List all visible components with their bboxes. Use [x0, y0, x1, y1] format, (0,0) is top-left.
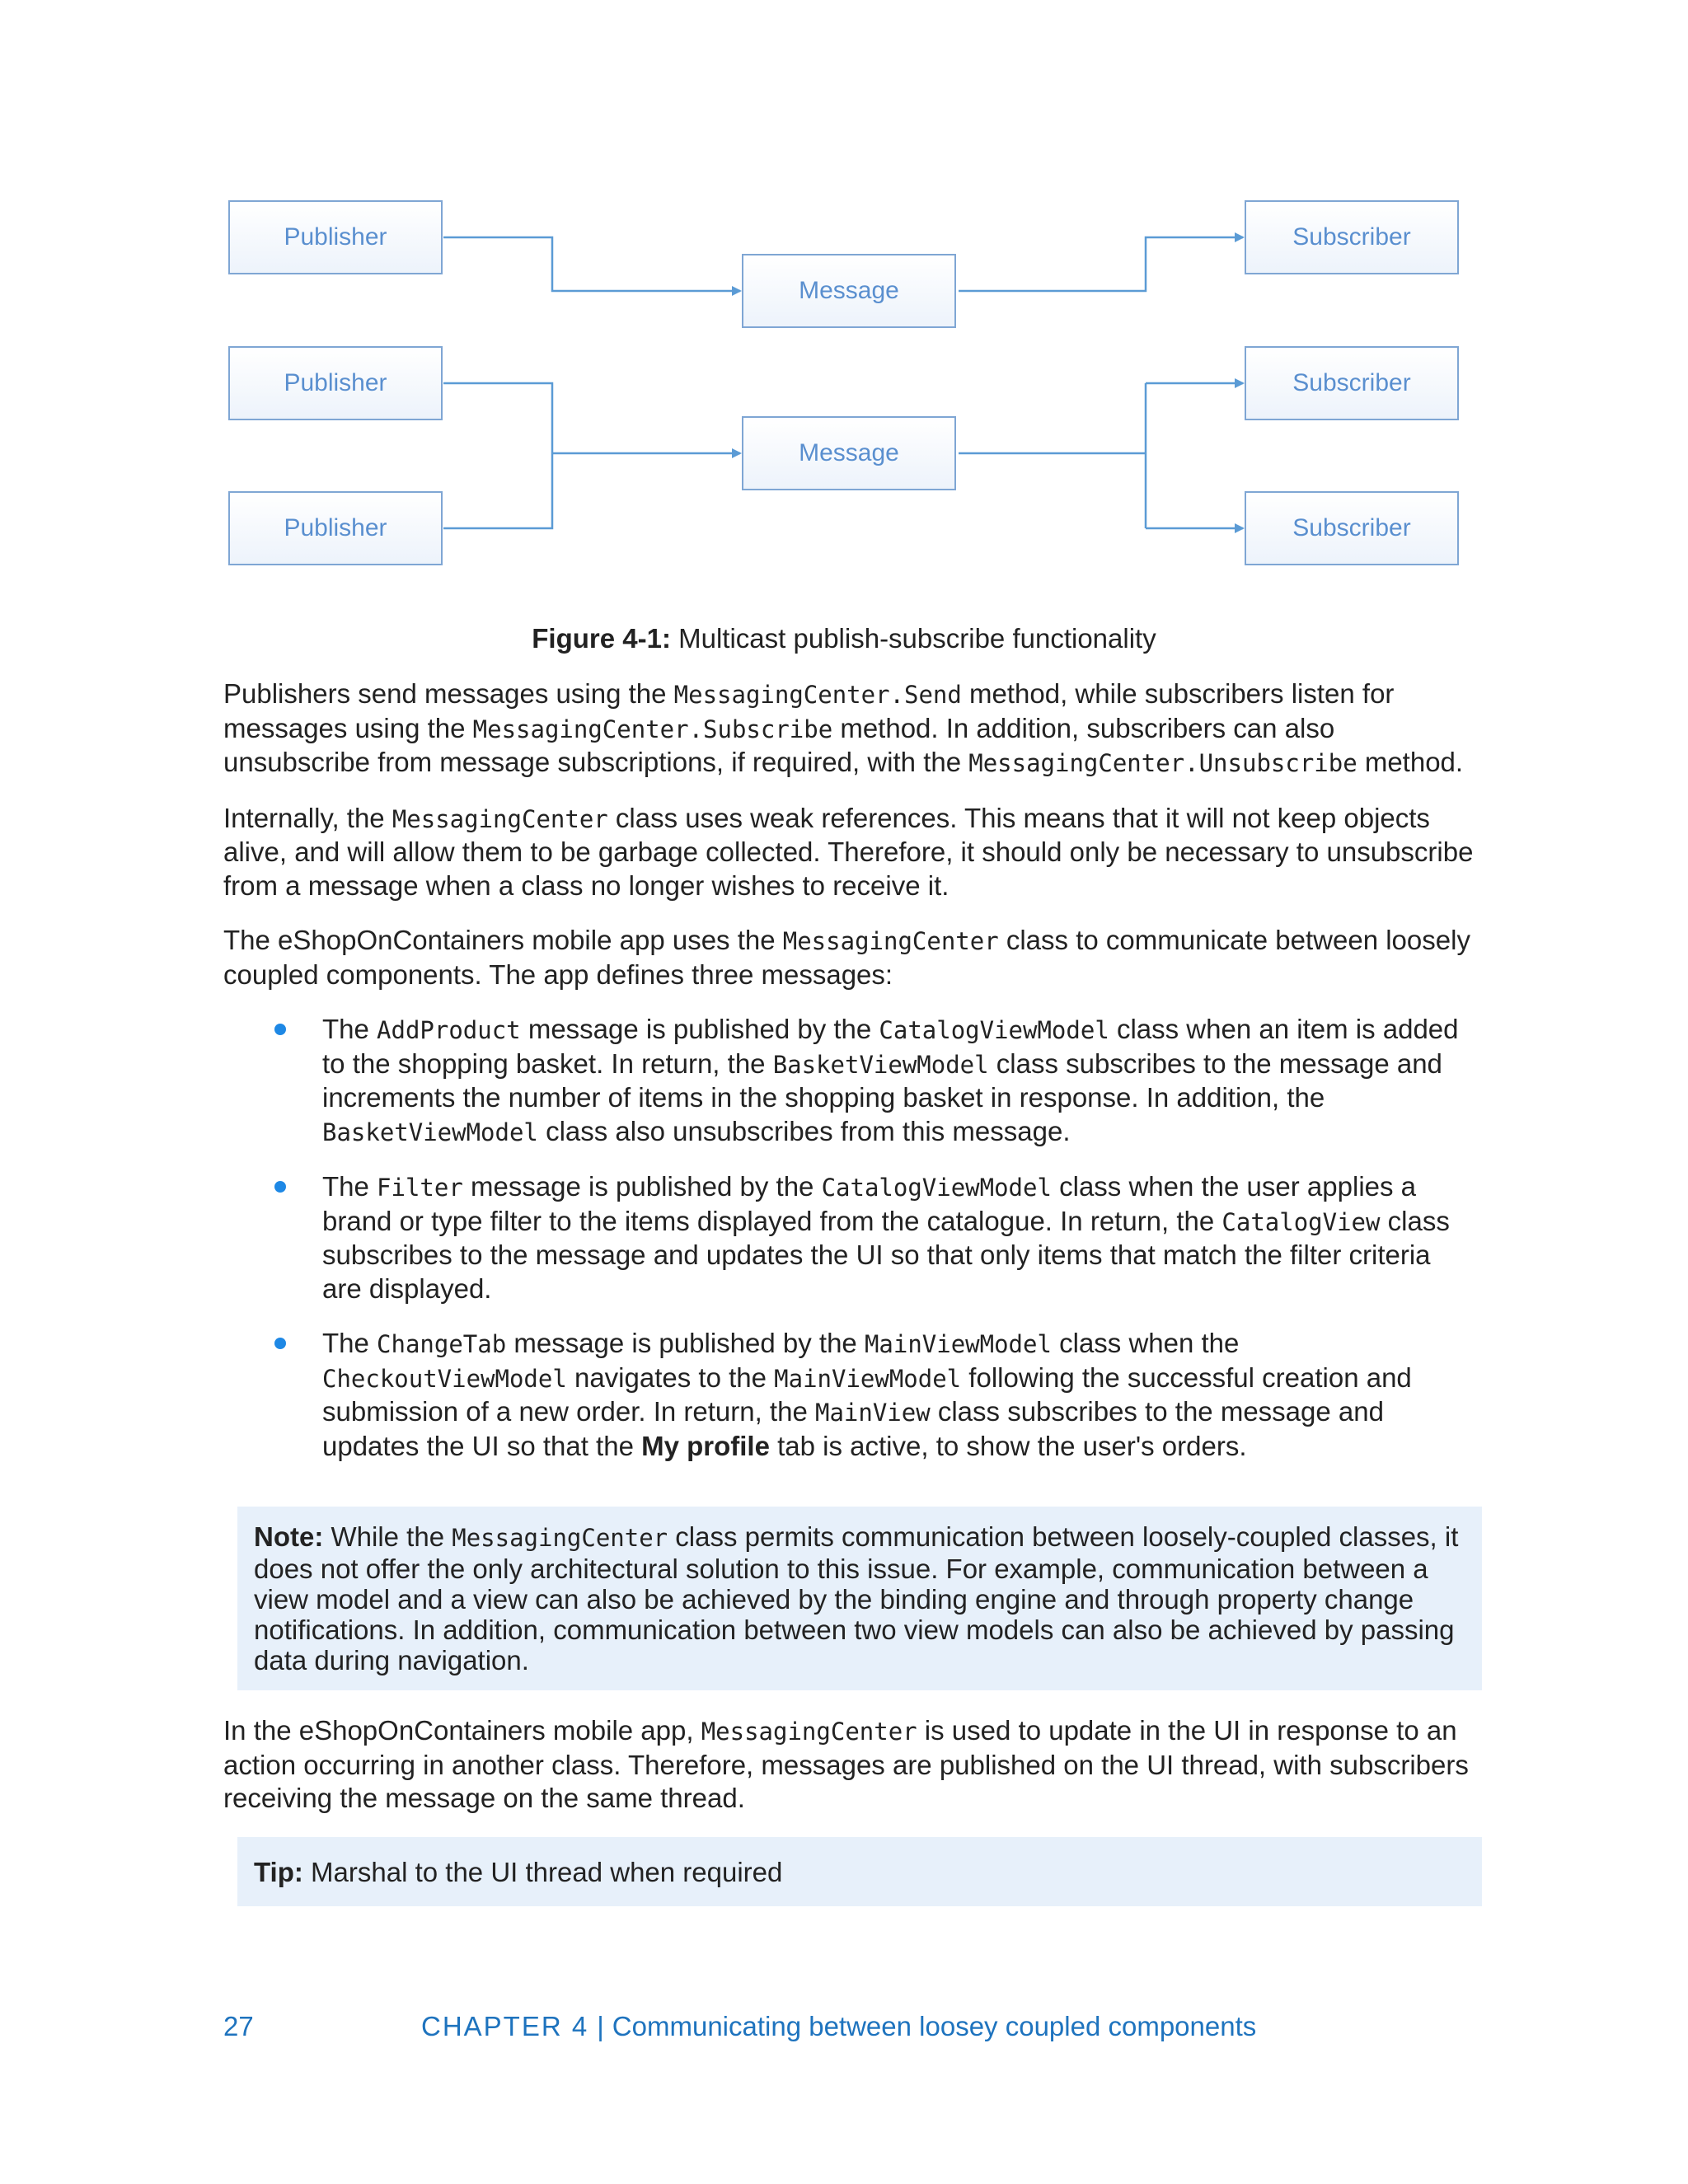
chapter-title: Communicating between loosey coupled components: [612, 2011, 1257, 2041]
code-messaging-center: MessagingCenter: [392, 804, 608, 833]
connector-pub2-pub3: [443, 383, 552, 528]
text: class when the: [1051, 1328, 1240, 1358]
code: Filter: [377, 1174, 463, 1202]
subscriber-box-1: [1245, 200, 1459, 274]
figure-caption: [0, 623, 1688, 654]
text: message is published by the: [506, 1328, 865, 1358]
code: CatalogView: [1221, 1207, 1381, 1236]
message-label: Message: [799, 277, 899, 304]
text: message is published by the: [520, 1014, 879, 1044]
paragraph-messaging-methods: [223, 677, 1476, 780]
text: The: [322, 1171, 377, 1202]
body-content-2: [223, 1714, 1476, 1837]
publisher-box-3: [228, 491, 443, 565]
publisher-box-2: [228, 346, 443, 420]
text: tab is active, to show the user's orders.: [769, 1430, 1247, 1461]
publisher-box-1: [228, 200, 443, 274]
tip-callout: [237, 1837, 1482, 1906]
body-content: [223, 677, 1476, 1484]
subscriber-box-2: [1245, 346, 1459, 420]
text: class subscribes to the message and updates the UI so that the: [322, 1396, 1384, 1461]
list-item-filter: [223, 1170, 1476, 1305]
text: is used to update in the UI in response to an action occurring in another class. Therefore, messages are published on the UI thread, with subscribers receiving the message on the same thread.: [223, 1715, 1469, 1813]
code: CatalogViewModel: [821, 1174, 1052, 1202]
message-box-2: [742, 416, 956, 490]
text: Internally, the: [223, 802, 392, 833]
bullet-icon: [274, 1338, 286, 1349]
code-subscribe: MessagingCenter.Subscribe: [472, 715, 833, 743]
text: method.: [1357, 747, 1464, 777]
text: The eShopOnContainers mobile app uses the: [223, 925, 783, 955]
connector-pub1-msg1: [443, 237, 740, 291]
figure-caption-text: Multicast publish-subscribe functionality: [678, 623, 1156, 654]
code-messaging-center: MessagingCenter: [782, 927, 999, 955]
code: MainViewModel: [774, 1364, 962, 1393]
paragraph-ui-thread: [223, 1714, 1476, 1816]
code-send: MessagingCenter.Send: [673, 681, 962, 709]
connector-msg1-sub1: [959, 237, 1243, 291]
paragraph-app-messages-intro: [223, 924, 1476, 991]
text: class also unsubscribes from this message.: [537, 1115, 1071, 1146]
subscriber-label: Subscriber: [1292, 223, 1411, 251]
publisher-label: Publisher: [284, 223, 387, 251]
tip-text: Marshal to the UI thread when required: [302, 1857, 783, 1887]
publisher-label: Publisher: [284, 514, 387, 541]
chapter-heading: [421, 2011, 1256, 2042]
text: The: [322, 1328, 377, 1358]
code-messaging-center: MessagingCenter: [452, 1524, 668, 1552]
text: method. In addition, subscribers can also unsubscribe from message subscriptions, if required, with the: [223, 712, 1335, 777]
figure-label: Figure 4-1:: [532, 623, 671, 654]
list-item-changetab: [223, 1327, 1476, 1463]
subscriber-label: Subscriber: [1292, 369, 1411, 396]
text: navigates to the: [566, 1361, 775, 1393]
code: AddProduct: [377, 1016, 521, 1044]
page-number: 27: [223, 2011, 254, 2041]
text: While the: [323, 1521, 452, 1552]
text: class subscribes to the message and updates the UI so that only items that match the filter criteria are displayed.: [322, 1205, 1450, 1304]
bullet-icon: [274, 1024, 286, 1035]
tip-label: Tip:: [254, 1857, 303, 1887]
message-label: Message: [799, 439, 899, 466]
bullet-icon: [274, 1181, 286, 1193]
code-unsubscribe: MessagingCenter.Unsubscribe: [968, 749, 1357, 777]
text: In the eShopOnContainers mobile app,: [223, 1715, 701, 1746]
text: The: [322, 1014, 377, 1044]
code: MainViewModel: [864, 1330, 1052, 1358]
text: method, while subscribers listen for messages using the: [223, 678, 1395, 743]
note-callout: [237, 1507, 1482, 1690]
code: BasketViewModel: [772, 1050, 989, 1079]
text: class when the user applies a brand or type filter to the items displayed from the catalogue. In return, the: [322, 1171, 1417, 1236]
messages-list: [223, 1013, 1476, 1463]
text: class subscribes to the message and increments the number of items in the shopping basket in response. In addition, the: [322, 1047, 1442, 1113]
code-messaging-center: MessagingCenter: [701, 1718, 917, 1746]
paragraph-weak-references: [223, 802, 1476, 903]
text: message is published by the: [462, 1171, 822, 1202]
message-box-1: [742, 254, 956, 328]
code: BasketViewModel: [322, 1118, 538, 1146]
publish-subscribe-diagram: [0, 0, 1688, 610]
bold-text: My profile: [641, 1430, 770, 1461]
note-label: Note:: [254, 1521, 324, 1552]
text: class permits communication between loosely-coupled classes, it does not offer the only architectural solution to this issue. For example, communication between a view model and a view can also be achieved by the binding engine and through property change notifications. In addition, communication between two view models can also be achieved by passing data during navigation.: [254, 1521, 1459, 1675]
chapter-separator: |: [597, 2011, 604, 2041]
code: CheckoutViewModel: [322, 1364, 567, 1393]
list-item-addproduct: [223, 1013, 1476, 1149]
text: class to communicate between loosely coupled components. The app defines three messages:: [223, 925, 1470, 990]
text: class when an item is added to the shopping basket. In return, the: [322, 1014, 1459, 1079]
text: class uses weak references. This means that it will not keep objects alive, and will allow them to be garbage collected. Therefore, it should only be necessary to unsubscribe from a message when a class no longer wishes to receive it.: [223, 802, 1474, 901]
chapter-label: CHAPTER 4: [421, 2011, 589, 2041]
code: ChangeTab: [377, 1330, 507, 1358]
subscriber-box-3: [1245, 491, 1459, 565]
subscriber-label: Subscriber: [1292, 514, 1411, 541]
text: Publishers send messages using the: [223, 678, 674, 709]
text: following the successful creation and submission of a new order. In return, the: [322, 1361, 1412, 1427]
publisher-label: Publisher: [284, 369, 387, 396]
code: CatalogViewModel: [879, 1016, 1109, 1044]
code: MainView: [814, 1399, 931, 1427]
